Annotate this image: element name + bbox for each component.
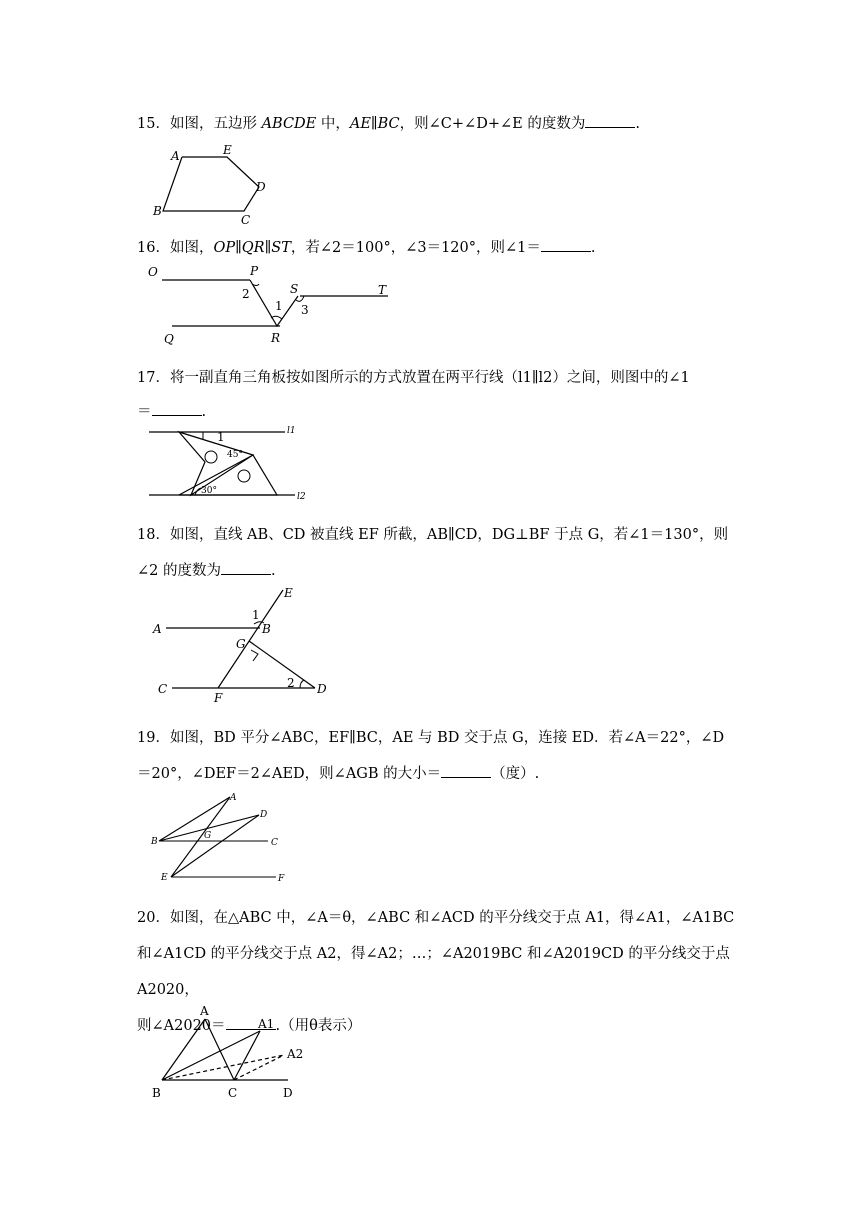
question-end: . xyxy=(635,116,640,132)
label-angle-2: 2 xyxy=(242,287,250,301)
question-end: .（用θ表示） xyxy=(275,1018,362,1034)
triangle-rulers-diagram xyxy=(145,420,320,505)
label-D: D xyxy=(317,682,327,696)
label-F: F xyxy=(214,691,223,705)
answer-blank xyxy=(441,763,491,778)
question-line-2 xyxy=(137,936,737,1008)
segment-BA xyxy=(159,797,230,841)
label-D: D xyxy=(256,180,266,194)
question-text: ＝20°，∠DEF＝2∠AED，则∠AGB 的大小＝ xyxy=(137,766,442,782)
label-l1: l1 xyxy=(287,426,296,436)
label-S: S xyxy=(290,282,299,296)
question-line-1 xyxy=(137,517,737,553)
question-number: 15． xyxy=(137,116,170,132)
answer-blank xyxy=(152,401,202,416)
question-text: ＝ xyxy=(137,404,152,420)
segment-BA xyxy=(162,1019,205,1080)
label-angle-3: 3 xyxy=(301,303,309,317)
question-text: ∠2 的度数为 xyxy=(137,563,221,579)
label-F: F xyxy=(278,874,285,884)
question-text: 和∠A1CD 的平分线交于点 A2，得∠A2；…；∠A2019BC 和∠A2019CD 的平分线交于点 A2020， xyxy=(137,946,730,998)
parallel-relation: AE∥BC xyxy=(349,116,400,132)
label-G: G xyxy=(236,637,246,651)
question-text: 如图，直线 AB、CD 被直线 EF 所截，AB∥CD，DG⊥BF 于点 G，若∠1＝130°，则 xyxy=(169,527,729,543)
question-text: 将一副直角三角板按如图所示的方式放置在两平行线（l1∥l2）之间，则图中的∠1 xyxy=(169,370,690,386)
question-line-1 xyxy=(137,361,737,395)
label-B: B xyxy=(152,1086,161,1100)
question-number: 19． xyxy=(137,730,170,746)
label-l2: l2 xyxy=(297,492,306,502)
label-O: O xyxy=(148,265,158,279)
question-end: （度）. xyxy=(491,766,540,782)
question-number: 20． xyxy=(137,910,170,926)
label-A: A xyxy=(200,1004,209,1018)
question-text: 如图，五边形 xyxy=(169,116,262,132)
question-18 xyxy=(137,517,737,589)
segment-DG xyxy=(249,641,315,688)
segment-CA1 xyxy=(234,1031,260,1080)
figure-19 xyxy=(148,786,298,886)
segment-ED xyxy=(171,815,259,877)
transversal-diagram xyxy=(150,582,340,704)
right-angle-mark xyxy=(251,650,258,661)
line-EF xyxy=(218,590,283,688)
question-text: 如图， xyxy=(169,240,214,256)
question-text: ，则∠C+∠D+∠E 的度数为 xyxy=(399,116,586,132)
label-A: A xyxy=(171,149,180,163)
angle-bisector-sequence-diagram xyxy=(148,1000,318,1105)
segment-AC xyxy=(205,1019,234,1080)
question-17 xyxy=(137,361,737,429)
answer-blank xyxy=(585,113,635,128)
label-C: C xyxy=(271,838,278,848)
question-number: 18． xyxy=(137,527,170,543)
figure-15 xyxy=(150,143,280,227)
parallel-relation: OP∥QR∥ST xyxy=(213,240,291,256)
question-text: 则∠A2020＝ xyxy=(137,1018,226,1034)
angle-2-arc xyxy=(300,680,304,688)
question-text: 如图，BD 平分∠ABC，EF∥BC，AE 与 BD 交于点 G，连接 ED．若∠A＝22°，∠D xyxy=(169,730,725,746)
label-C: C xyxy=(158,682,168,696)
label-T: T xyxy=(378,283,387,297)
label-A1: A1 xyxy=(258,1017,275,1031)
figure-16 xyxy=(140,262,400,347)
label-Q: Q xyxy=(164,332,174,346)
segment-CA2 xyxy=(234,1055,284,1080)
label-A: A xyxy=(153,622,162,636)
question-number: 16． xyxy=(137,240,170,256)
label-C: C xyxy=(241,213,251,227)
label-D: D xyxy=(283,1086,293,1100)
answer-blank xyxy=(541,237,591,252)
segment-BA2 xyxy=(162,1055,284,1080)
question-15 xyxy=(137,113,737,134)
segment-AE xyxy=(171,797,230,877)
answer-blank xyxy=(221,560,271,575)
label-E: E xyxy=(284,586,293,600)
question-end: . xyxy=(270,563,276,579)
label-R: R xyxy=(271,331,281,345)
label-angle-1: 1 xyxy=(217,430,225,444)
figure-18 xyxy=(150,582,340,704)
ruler-hole-2 xyxy=(238,470,250,482)
label-P: P xyxy=(250,264,259,278)
label-B: B xyxy=(153,204,162,218)
polygon-name: ABCDE xyxy=(261,116,317,132)
pentagon-diagram xyxy=(150,143,280,227)
label-45: 45° xyxy=(227,450,243,460)
label-G: G xyxy=(204,831,212,841)
question-19 xyxy=(137,720,737,792)
ruler-hole-1 xyxy=(205,451,217,463)
label-angle-1: 1 xyxy=(275,299,283,313)
label-C: C xyxy=(228,1086,238,1100)
label-angle-2: 2 xyxy=(287,676,295,690)
figure-17 xyxy=(145,420,320,505)
question-end: . xyxy=(201,404,207,420)
question-end: . xyxy=(590,240,596,256)
question-line-1 xyxy=(137,900,737,936)
label-30: 30° xyxy=(201,486,217,496)
label-A: A xyxy=(230,793,237,803)
label-A2: A2 xyxy=(287,1047,304,1061)
label-B: B xyxy=(262,622,271,636)
label-D: D xyxy=(260,810,268,820)
label-angle-1: 1 xyxy=(252,608,260,622)
bisector-diagram xyxy=(148,786,298,886)
question-16 xyxy=(137,237,737,258)
label-B: B xyxy=(151,837,158,847)
figure-20 xyxy=(148,1000,318,1105)
question-text: 中， xyxy=(316,116,350,132)
question-text: ，若∠2＝100°，∠3＝120°，则∠1＝ xyxy=(290,240,541,256)
question-text: 如图，在△ABC 中，∠A＝θ，∠ABC 和∠ACD 的平分线交于点 A1，得∠A1，∠A1BC xyxy=(169,910,735,926)
pentagon-shape xyxy=(163,157,259,211)
label-E: E xyxy=(223,143,232,157)
parallel-lines-diagram xyxy=(140,262,400,347)
question-line-1 xyxy=(137,720,737,756)
label-E: E xyxy=(161,873,168,883)
segment-BA1 xyxy=(162,1031,260,1080)
question-number: 17． xyxy=(137,370,170,386)
